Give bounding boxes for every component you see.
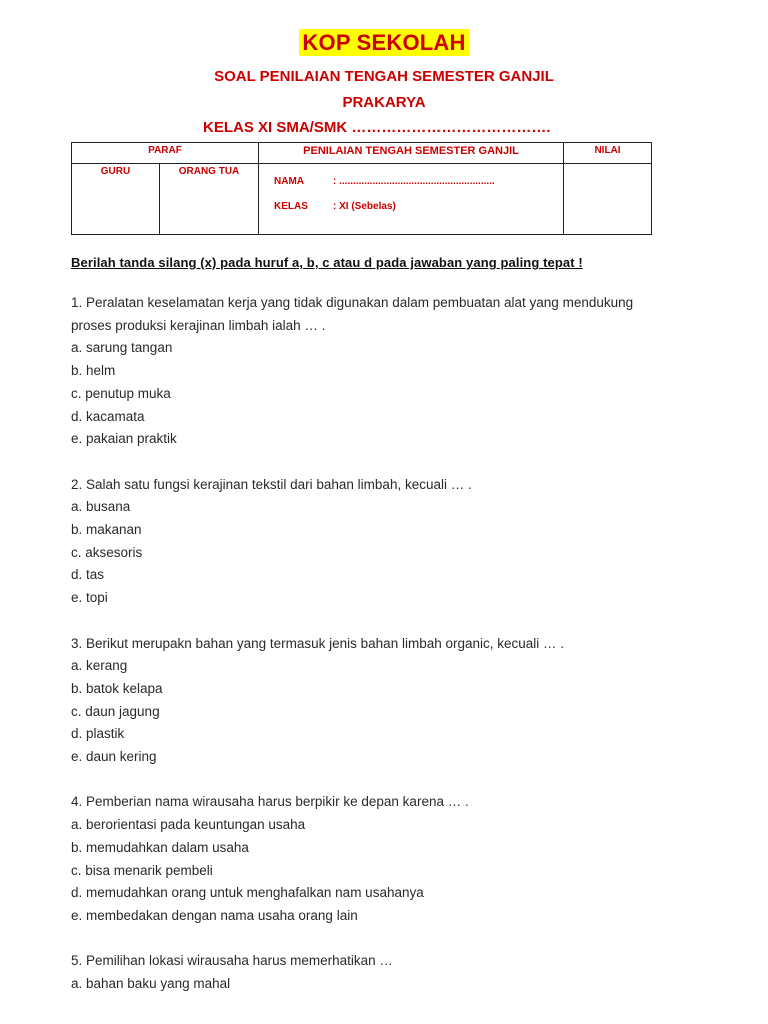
answer-option[interactable]: c. penutup muka [71,385,171,401]
answer-option[interactable]: a. sarung tangan [71,340,173,356]
question-text: 1. Peralatan keselamatan kerja yang tidak digunakan dalam pembuatan alat yang mendukung [71,295,634,310]
class-line: KELAS XI SMA/SMK …………………………………. [203,119,551,136]
pts-header: PENILAIAN TENGAH SEMESTER GANJIL [259,143,564,164]
answer-option[interactable]: d. tas [71,567,105,583]
orang-tua-signature-cell [160,164,259,235]
question-item [71,292,731,451]
question-text: 3. Berikut merupakn bahan yang termasuk jenis bahan limbah organic, kecuali … . [71,635,565,651]
answer-option[interactable]: d. memudahkan orang untuk menghafalkan nam usahanya [71,885,424,901]
exam-title: SOAL PENILAIAN TENGAH SEMESTER GANJIL [214,68,554,85]
kop-sekolah-title: KOP SEKOLAH [299,29,468,56]
answer-option[interactable]: d. plastik [71,726,125,742]
answer-option[interactable]: a. bahan baku yang mahal [71,976,231,992]
answer-option[interactable]: a. berorientasi pada keuntungan usaha [71,817,306,833]
student-info-table [71,142,652,235]
question-text: 2. Salah satu fungsi kerajinan tekstil dari bahan limbah, kecuali … . [71,476,472,492]
student-identity-cell [259,164,564,235]
question-item [71,474,731,610]
answer-option[interactable]: a. kerang [71,658,128,674]
question-text: proses produksi kerajinan limbah ialah … . [71,317,326,333]
nilai-header: NILAI [564,143,652,164]
answer-option[interactable]: e. pakaian praktik [71,431,177,447]
answer-option[interactable]: c. aksesoris [71,544,143,560]
answer-option[interactable]: b. batok kelapa [71,680,163,696]
question-text: 4. Pemberian nama wirausaha harus berpikir ke depan karena … . [71,794,469,810]
nilai-cell [564,164,652,235]
guru-signature-cell [72,164,160,235]
instruction: Berilah tanda silang (x) pada huruf a, b, c atau d pada jawaban yang paling tepat ! [71,255,583,270]
answer-option[interactable]: e. topi [71,590,108,606]
kelas-label: KELAS [274,201,308,212]
question-list [71,292,731,1018]
answer-option[interactable]: b. memudahkan dalam usaha [71,839,249,855]
answer-option[interactable]: d. kacamata [71,408,145,424]
answer-option[interactable]: b. helm [71,363,116,379]
question-item [71,791,731,927]
kelas-value: : XI (Sebelas) [333,201,396,212]
orang-tua-label: ORANG TUA [178,166,240,177]
answer-option[interactable]: e. membedakan dengan nama usaha orang lain [71,907,358,923]
answer-option[interactable]: b. makanan [71,522,142,538]
answer-option[interactable]: e. daun kering [71,749,157,765]
paraf-header: PARAF [72,143,259,164]
school-letterhead [0,29,768,56]
nama-field[interactable]: : ........................................................ [333,176,495,187]
answer-option[interactable]: c. bisa menarik pembeli [71,862,213,878]
subject-title: PRAKARYA [342,94,426,111]
question-text: 5. Pemilihan lokasi wirausaha harus memerhatikan … [71,953,393,969]
question-item [71,633,731,769]
answer-option[interactable]: a. busana [71,499,131,515]
question-item [71,950,731,995]
answer-option[interactable]: c. daun jagung [71,703,160,719]
guru-label: GURU [100,166,131,177]
nama-label: NAMA [274,176,305,187]
